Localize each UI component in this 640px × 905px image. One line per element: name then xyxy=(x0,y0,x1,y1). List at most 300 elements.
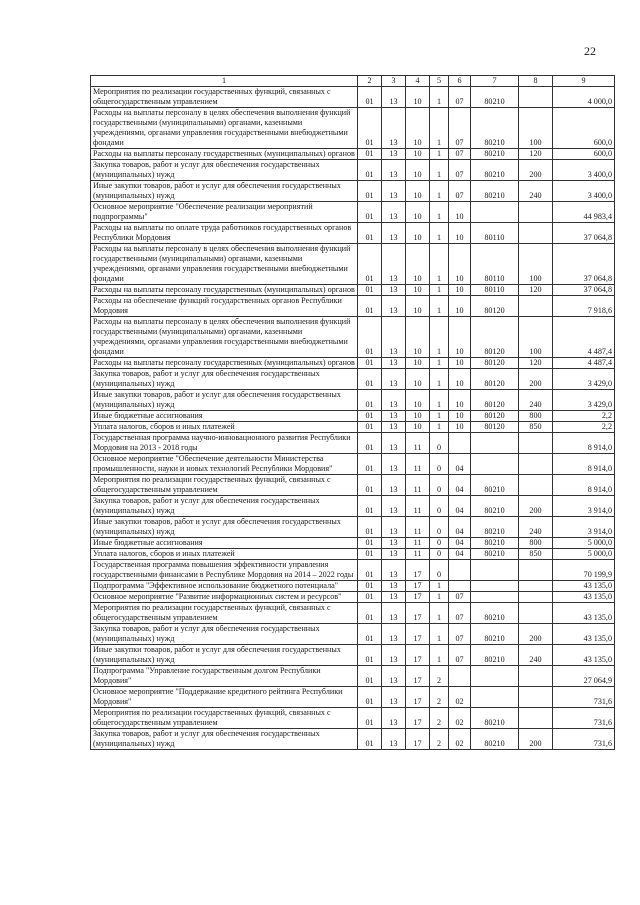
section-code: 01 xyxy=(358,317,382,358)
section-code: 01 xyxy=(358,708,382,729)
program-code: 11 xyxy=(406,475,430,496)
section-code: 01 xyxy=(358,624,382,645)
amount: 43 135,0 xyxy=(553,645,615,666)
direction-code: 80210 xyxy=(471,708,519,729)
activity-code: 07 xyxy=(449,645,471,666)
amount: 37 064,8 xyxy=(553,223,615,244)
table-row xyxy=(91,202,615,223)
amount: 3 914,0 xyxy=(553,496,615,517)
activity-code: 10 xyxy=(449,411,471,422)
activity-code: 02 xyxy=(449,729,471,750)
expense-type-code: 850 xyxy=(519,549,553,560)
subprogram-code: 1 xyxy=(430,411,449,422)
subsection-code: 13 xyxy=(382,181,406,202)
subprogram-code: 2 xyxy=(430,729,449,750)
activity-code: 10 xyxy=(449,358,471,369)
program-code: 11 xyxy=(406,517,430,538)
direction-code: 80120 xyxy=(471,296,519,317)
section-code: 01 xyxy=(358,369,382,390)
table-row xyxy=(91,223,615,244)
column-header: 8 xyxy=(519,76,553,87)
section-code: 01 xyxy=(358,496,382,517)
subprogram-code: 1 xyxy=(430,223,449,244)
direction-code xyxy=(471,687,519,708)
amount: 8 914,0 xyxy=(553,475,615,496)
amount: 731,6 xyxy=(553,708,615,729)
program-code: 11 xyxy=(406,538,430,549)
subsection-code: 13 xyxy=(382,687,406,708)
row-name: Мероприятия по реализации государственных функций, связанных с общегосударственным управлением xyxy=(91,603,358,624)
amount: 4 487,4 xyxy=(553,317,615,358)
program-code: 17 xyxy=(406,560,430,581)
subprogram-code: 0 xyxy=(430,454,449,475)
direction-code: 80210 xyxy=(471,108,519,149)
amount: 3 400,0 xyxy=(553,181,615,202)
row-name: Уплата налогов, сборов и иных платежей xyxy=(91,549,358,560)
expense-type-code: 200 xyxy=(519,729,553,750)
subsection-code: 13 xyxy=(382,454,406,475)
activity-code: 10 xyxy=(449,202,471,223)
direction-code: 80210 xyxy=(471,538,519,549)
direction-code xyxy=(471,592,519,603)
row-name: Основное мероприятие "Развитие информационных систем и ресурсов" xyxy=(91,592,358,603)
program-code: 10 xyxy=(406,244,430,285)
expense-type-code xyxy=(519,560,553,581)
table-row xyxy=(91,592,615,603)
row-name: Закупка товаров, работ и услуг для обеспечения государственных (муниципальных) нужд xyxy=(91,624,358,645)
direction-code xyxy=(471,666,519,687)
direction-code: 80120 xyxy=(471,411,519,422)
column-header: 1 xyxy=(91,76,358,87)
activity-code: 10 xyxy=(449,223,471,244)
row-name: Закупка товаров, работ и услуг для обеспечения государственных (муниципальных) нужд xyxy=(91,369,358,390)
expense-type-code: 800 xyxy=(519,538,553,549)
direction-code: 80210 xyxy=(471,160,519,181)
row-name: Расходы на выплаты персоналу в целях обеспечения выполнения функций государственными (муниципальными) органами, казенными учреждениями, органами управления государственными внебюджетными фондами xyxy=(91,244,358,285)
amount: 3 914,0 xyxy=(553,517,615,538)
row-name: Основное мероприятие "Поддержание кредитного рейтинга Республики Мордовия" xyxy=(91,687,358,708)
activity-code: 04 xyxy=(449,549,471,560)
table-row xyxy=(91,87,615,108)
table-row xyxy=(91,581,615,592)
table-row xyxy=(91,549,615,560)
row-name: Мероприятия по реализации государственных функций, связанных с общегосударственным управлением xyxy=(91,475,358,496)
subprogram-code: 0 xyxy=(430,475,449,496)
activity-code: 04 xyxy=(449,475,471,496)
direction-code: 80110 xyxy=(471,244,519,285)
amount: 600,0 xyxy=(553,149,615,160)
row-name: Иные закупки товаров, работ и услуг для обеспечения государственных (муниципальных) нужд xyxy=(91,181,358,202)
amount: 4 000,0 xyxy=(553,87,615,108)
direction-code: 80210 xyxy=(471,624,519,645)
row-name: Иные бюджетные ассигнования xyxy=(91,411,358,422)
direction-code: 80210 xyxy=(471,475,519,496)
subsection-code: 13 xyxy=(382,538,406,549)
expense-type-code: 800 xyxy=(519,411,553,422)
row-name: Подпрограмма "Эффективное использование бюджетного потенциала" xyxy=(91,581,358,592)
table-row xyxy=(91,181,615,202)
expense-type-code: 100 xyxy=(519,108,553,149)
program-code: 10 xyxy=(406,181,430,202)
table-body xyxy=(91,87,615,750)
table-row xyxy=(91,244,615,285)
expense-type-code xyxy=(519,87,553,108)
direction-code: 80120 xyxy=(471,317,519,358)
row-name: Иные закупки товаров, работ и услуг для обеспечения государственных (муниципальных) нужд xyxy=(91,390,358,411)
direction-code: 80210 xyxy=(471,729,519,750)
amount: 2,2 xyxy=(553,422,615,433)
direction-code: 80120 xyxy=(471,422,519,433)
program-code: 11 xyxy=(406,549,430,560)
activity-code: 04 xyxy=(449,454,471,475)
activity-code xyxy=(449,560,471,581)
column-header: 9 xyxy=(553,76,615,87)
table-row xyxy=(91,433,615,454)
program-code: 17 xyxy=(406,624,430,645)
direction-code xyxy=(471,454,519,475)
program-code: 17 xyxy=(406,729,430,750)
row-name: Мероприятия по реализации государственных функций, связанных с общегосударственным управлением xyxy=(91,708,358,729)
subsection-code: 13 xyxy=(382,390,406,411)
table-row xyxy=(91,560,615,581)
subsection-code: 13 xyxy=(382,560,406,581)
amount: 37 064,8 xyxy=(553,285,615,296)
subsection-code: 13 xyxy=(382,645,406,666)
expense-type-code: 200 xyxy=(519,369,553,390)
expense-type-code xyxy=(519,603,553,624)
direction-code xyxy=(471,560,519,581)
subsection-code: 13 xyxy=(382,411,406,422)
subprogram-code: 1 xyxy=(430,296,449,317)
row-name: Расходы на выплаты персоналу государственных (муниципальных) органов xyxy=(91,285,358,296)
amount: 5 000,0 xyxy=(553,549,615,560)
table-row xyxy=(91,317,615,358)
amount: 4 487,4 xyxy=(553,358,615,369)
row-name: Расходы на обеспечение функций государственных органов Республики Мордовия xyxy=(91,296,358,317)
subprogram-code: 0 xyxy=(430,496,449,517)
row-name: Государственная программа повышения эффективности управления государственными финансами в Республике Мордовия на 2014 – 2022 годы xyxy=(91,560,358,581)
subprogram-code: 1 xyxy=(430,624,449,645)
table-row xyxy=(91,108,615,149)
program-code: 10 xyxy=(406,108,430,149)
subprogram-code: 1 xyxy=(430,317,449,358)
amount: 43 135,0 xyxy=(553,603,615,624)
program-code: 10 xyxy=(406,390,430,411)
program-code: 10 xyxy=(406,358,430,369)
subprogram-code: 1 xyxy=(430,358,449,369)
section-code: 01 xyxy=(358,149,382,160)
table-row xyxy=(91,422,615,433)
subprogram-code: 0 xyxy=(430,549,449,560)
row-name: Иные бюджетные ассигнования xyxy=(91,538,358,549)
program-code: 11 xyxy=(406,433,430,454)
subsection-code: 13 xyxy=(382,223,406,244)
table-row xyxy=(91,517,615,538)
expense-type-code xyxy=(519,475,553,496)
activity-code: 02 xyxy=(449,687,471,708)
amount: 7 918,6 xyxy=(553,296,615,317)
amount: 43 135,0 xyxy=(553,624,615,645)
table-row xyxy=(91,666,615,687)
subprogram-code: 1 xyxy=(430,160,449,181)
section-code: 01 xyxy=(358,645,382,666)
table-row xyxy=(91,708,615,729)
amount: 44 983,4 xyxy=(553,202,615,223)
subsection-code: 13 xyxy=(382,581,406,592)
direction-code: 80120 xyxy=(471,390,519,411)
section-code: 01 xyxy=(358,285,382,296)
subsection-code: 13 xyxy=(382,244,406,285)
section-code: 01 xyxy=(358,411,382,422)
subsection-code: 13 xyxy=(382,517,406,538)
subsection-code: 13 xyxy=(382,149,406,160)
amount: 731,6 xyxy=(553,687,615,708)
program-code: 10 xyxy=(406,87,430,108)
subsection-code: 13 xyxy=(382,87,406,108)
expense-type-code: 240 xyxy=(519,645,553,666)
section-code: 01 xyxy=(358,390,382,411)
subsection-code: 13 xyxy=(382,317,406,358)
section-code: 01 xyxy=(358,517,382,538)
expense-type-code xyxy=(519,581,553,592)
subprogram-code: 1 xyxy=(430,244,449,285)
subprogram-code: 1 xyxy=(430,181,449,202)
expense-type-code: 120 xyxy=(519,285,553,296)
program-code: 10 xyxy=(406,160,430,181)
amount: 8 914,0 xyxy=(553,433,615,454)
table-row xyxy=(91,729,615,750)
program-code: 17 xyxy=(406,645,430,666)
expense-type-code: 200 xyxy=(519,496,553,517)
table-row xyxy=(91,687,615,708)
direction-code: 80210 xyxy=(471,517,519,538)
table-row xyxy=(91,624,615,645)
expense-type-code xyxy=(519,223,553,244)
program-code: 17 xyxy=(406,687,430,708)
row-name: Уплата налогов, сборов и иных платежей xyxy=(91,422,358,433)
amount: 27 064,9 xyxy=(553,666,615,687)
amount: 3 400,0 xyxy=(553,160,615,181)
expense-type-code: 240 xyxy=(519,181,553,202)
activity-code: 10 xyxy=(449,296,471,317)
subsection-code: 13 xyxy=(382,433,406,454)
subprogram-code: 1 xyxy=(430,581,449,592)
activity-code: 04 xyxy=(449,517,471,538)
amount: 5 000,0 xyxy=(553,538,615,549)
program-code: 10 xyxy=(406,285,430,296)
activity-code: 04 xyxy=(449,538,471,549)
table-row xyxy=(91,454,615,475)
table-row xyxy=(91,369,615,390)
program-code: 10 xyxy=(406,149,430,160)
program-code: 17 xyxy=(406,666,430,687)
program-code: 10 xyxy=(406,411,430,422)
subsection-code: 13 xyxy=(382,296,406,317)
expense-type-code: 240 xyxy=(519,390,553,411)
subsection-code: 13 xyxy=(382,108,406,149)
expense-type-code: 120 xyxy=(519,149,553,160)
subsection-code: 13 xyxy=(382,624,406,645)
table-row xyxy=(91,411,615,422)
direction-code: 80210 xyxy=(471,603,519,624)
subsection-code: 13 xyxy=(382,496,406,517)
expense-type-code xyxy=(519,433,553,454)
table-row xyxy=(91,358,615,369)
expense-type-code: 200 xyxy=(519,624,553,645)
section-code: 01 xyxy=(358,538,382,549)
activity-code: 10 xyxy=(449,244,471,285)
activity-code: 04 xyxy=(449,496,471,517)
activity-code xyxy=(449,433,471,454)
program-code: 17 xyxy=(406,581,430,592)
activity-code: 07 xyxy=(449,160,471,181)
subprogram-code: 1 xyxy=(430,285,449,296)
row-name: Закупка товаров, работ и услуг для обеспечения государственных (муниципальных) нужд xyxy=(91,160,358,181)
subprogram-code: 2 xyxy=(430,708,449,729)
column-header: 4 xyxy=(406,76,430,87)
page-number: 22 xyxy=(584,44,596,58)
activity-code: 07 xyxy=(449,592,471,603)
row-name: Подпрограмма "Управление государственным долгом Республики Мордовия" xyxy=(91,666,358,687)
section-code: 01 xyxy=(358,87,382,108)
subsection-code: 13 xyxy=(382,475,406,496)
expense-type-code xyxy=(519,202,553,223)
subsection-code: 13 xyxy=(382,369,406,390)
program-code: 17 xyxy=(406,603,430,624)
direction-code xyxy=(471,202,519,223)
expense-type-code xyxy=(519,666,553,687)
column-header: 2 xyxy=(358,76,382,87)
table-row xyxy=(91,538,615,549)
subsection-code: 13 xyxy=(382,202,406,223)
row-name: Расходы на выплаты по оплате труда работников государственных органов Республики Мордовия xyxy=(91,223,358,244)
amount: 3 429,0 xyxy=(553,390,615,411)
table-row xyxy=(91,645,615,666)
activity-code: 07 xyxy=(449,181,471,202)
expense-type-code: 200 xyxy=(519,160,553,181)
activity-code: 10 xyxy=(449,390,471,411)
subprogram-code: 1 xyxy=(430,603,449,624)
subprogram-code: 1 xyxy=(430,149,449,160)
direction-code: 80120 xyxy=(471,358,519,369)
column-header: 3 xyxy=(382,76,406,87)
direction-code: 80210 xyxy=(471,645,519,666)
subsection-code: 13 xyxy=(382,708,406,729)
subsection-code: 13 xyxy=(382,603,406,624)
section-code: 01 xyxy=(358,202,382,223)
column-header: 5 xyxy=(430,76,449,87)
activity-code xyxy=(449,666,471,687)
subprogram-code: 0 xyxy=(430,433,449,454)
column-header: 7 xyxy=(471,76,519,87)
section-code: 01 xyxy=(358,603,382,624)
subsection-code: 13 xyxy=(382,358,406,369)
program-code: 10 xyxy=(406,422,430,433)
section-code: 01 xyxy=(358,666,382,687)
amount: 2,2 xyxy=(553,411,615,422)
direction-code: 80110 xyxy=(471,285,519,296)
subsection-code: 13 xyxy=(382,422,406,433)
direction-code xyxy=(471,433,519,454)
expense-type-code: 100 xyxy=(519,244,553,285)
subprogram-code: 1 xyxy=(430,87,449,108)
amount: 37 064,8 xyxy=(553,244,615,285)
amount: 731,6 xyxy=(553,729,615,750)
program-code: 10 xyxy=(406,317,430,358)
table-row xyxy=(91,496,615,517)
activity-code xyxy=(449,581,471,592)
section-code: 01 xyxy=(358,160,382,181)
subsection-code: 13 xyxy=(382,549,406,560)
subprogram-code: 1 xyxy=(430,645,449,666)
program-code: 10 xyxy=(406,223,430,244)
expense-type-code: 100 xyxy=(519,317,553,358)
section-code: 01 xyxy=(358,454,382,475)
program-code: 10 xyxy=(406,296,430,317)
activity-code: 07 xyxy=(449,149,471,160)
expense-type-code xyxy=(519,687,553,708)
subsection-code: 13 xyxy=(382,729,406,750)
section-code: 01 xyxy=(358,358,382,369)
section-code: 01 xyxy=(358,687,382,708)
activity-code: 10 xyxy=(449,422,471,433)
expense-type-code xyxy=(519,454,553,475)
subprogram-code: 1 xyxy=(430,592,449,603)
subprogram-code: 0 xyxy=(430,517,449,538)
direction-code: 80110 xyxy=(471,223,519,244)
subprogram-code: 1 xyxy=(430,369,449,390)
amount: 43 135,0 xyxy=(553,592,615,603)
subprogram-code: 2 xyxy=(430,687,449,708)
table-row xyxy=(91,390,615,411)
activity-code: 10 xyxy=(449,285,471,296)
activity-code: 02 xyxy=(449,708,471,729)
expense-type-code xyxy=(519,592,553,603)
subsection-code: 13 xyxy=(382,666,406,687)
section-code: 01 xyxy=(358,108,382,149)
column-header: 6 xyxy=(449,76,471,87)
budget-table xyxy=(90,75,615,750)
amount: 3 429,0 xyxy=(553,369,615,390)
subprogram-code: 1 xyxy=(430,108,449,149)
row-name: Закупка товаров, работ и услуг для обеспечения государственных (муниципальных) нужд xyxy=(91,729,358,750)
section-code: 01 xyxy=(358,433,382,454)
activity-code: 07 xyxy=(449,108,471,149)
direction-code: 80210 xyxy=(471,549,519,560)
activity-code: 10 xyxy=(449,369,471,390)
row-name: Закупка товаров, работ и услуг для обеспечения государственных (муниципальных) нужд xyxy=(91,496,358,517)
activity-code: 07 xyxy=(449,87,471,108)
section-code: 01 xyxy=(358,422,382,433)
activity-code: 10 xyxy=(449,317,471,358)
row-name: Иные закупки товаров, работ и услуг для обеспечения государственных (муниципальных) нужд xyxy=(91,645,358,666)
amount: 43 135,0 xyxy=(553,581,615,592)
row-name: Расходы на выплаты персоналу государственных (муниципальных) органов xyxy=(91,149,358,160)
direction-code: 80210 xyxy=(471,496,519,517)
table-row xyxy=(91,296,615,317)
amount: 70 199,9 xyxy=(553,560,615,581)
program-code: 10 xyxy=(406,369,430,390)
table-row xyxy=(91,603,615,624)
section-code: 01 xyxy=(358,729,382,750)
row-name: Основное мероприятие "Обеспечение реализации мероприятий подпрограммы" xyxy=(91,202,358,223)
row-name: Мероприятия по реализации государственных функций, связанных с общегосударственным управлением xyxy=(91,87,358,108)
program-code: 17 xyxy=(406,708,430,729)
table-row xyxy=(91,149,615,160)
row-name: Расходы на выплаты персоналу в целях обеспечения выполнения функций государственными (муниципальными) органами, казенными учреждениями, органами управления государственными внебюджетными фондами xyxy=(91,108,358,149)
program-code: 11 xyxy=(406,496,430,517)
subprogram-code: 1 xyxy=(430,202,449,223)
